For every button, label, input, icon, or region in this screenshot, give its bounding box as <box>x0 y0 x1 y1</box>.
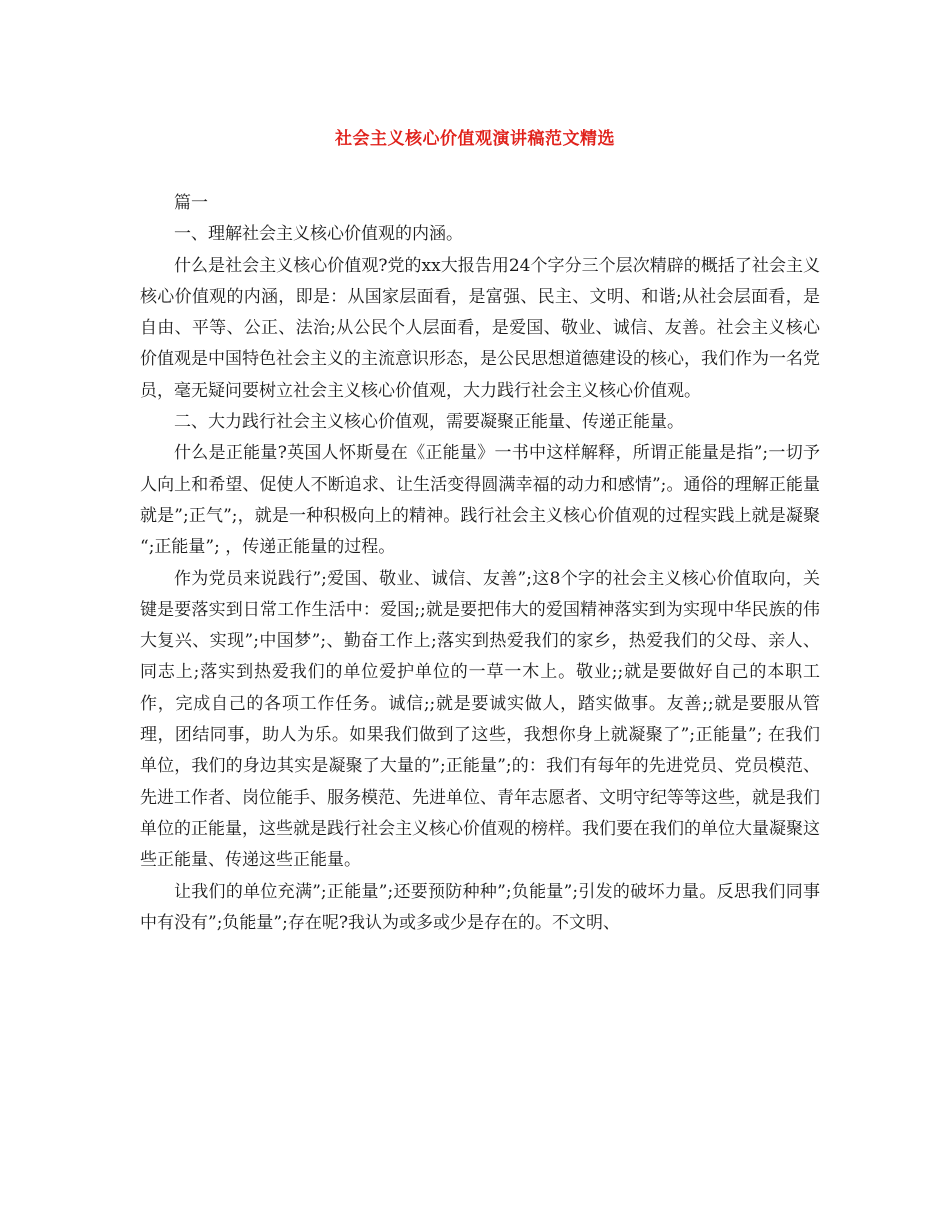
section-heading: 篇一 <box>174 193 208 213</box>
paragraph: 二、大力践行社会主义核心价值观，需要凝聚正能量、传递正能量。 <box>174 412 684 433</box>
paragraph: 什么是正能量?英国人怀斯曼在《正能量》一书中这样解释，所谓正能量是指”;一切予人向上和希望、促使人不断追求、让生活变得圆满幸福的动力和感情”;。通俗的理解正能量就是”;正气”;，就是一种积极向上的精神。践行社会主义核心价值观的过程实践上就是凝聚 “;正能量”; ，传递正能量的过程。 <box>140 443 820 558</box>
paragraph: 一、理解社会主义核心价值观的内涵。 <box>174 224 463 245</box>
document-title: 社会主义核心价值观演讲稿范文精选 <box>335 129 615 149</box>
document-body <box>140 188 820 939</box>
paragraph: 让我们的单位充满”;正能量”;还要预防种种”;负能量”;引发的破坏力量。反思我们同事中有没有”;负能量”;存在呢?我认为或多或少是存在的。不文明、 <box>140 881 820 933</box>
paragraph: 什么是社会主义核心价值观?党的xx大报告用24个字分三个层次精辟的概括了社会主义核心价值观的内涵，即是：从国家层面看，是富强、民主、文明、和谐;从社会层面看，是自由、平等、公正、法治;从公民个人层面看，是爱国、敬业、诚信、友善。社会主义核心价值观是中国特色社会主义的主流意识形态，是公民思想道德建设的核心，我们作为一名党员，毫无疑问要树立社会主义核心价值观，大力践行社会主义核心价值观。 <box>140 255 820 401</box>
paragraph: 作为党员来说践行”;爱国、敬业、诚信、友善”;这8个字的社会主义核心价值取向，关键是要落实到日常工作生活中：爱国;;就是要把伟大的爱国精神落实到为实现中华民族的伟大复兴、实现”;中国梦”;、勤奋工作上;落实到热爱我们的家乡，热爱我们的父母、亲人、同志上;落实到热爱我们的单位爱护单位的一草一木上。敬业;;就是要做好自己的本职工作，完成自己的各项工作任务。诚信;;就是要诚实做人，踏实做事。友善;;就是要服从管理，团结同事，助人为乐。如果我们做到了这些，我想你身上就凝聚了”;正能量”; 在我们单位，我们的身边其实是凝聚了大量的”;正能量”;的：我们有每年的先进党员、党员模范、先进工作者、岗位能手、服务模范、先进单位、青年志愿者、文明守纪等等这些，就是我们单位的正能量，这些就是践行社会主义核心价值观的榜样。我们要在我们的单位大量凝聚这些正能量、传递这些正能量。 <box>140 568 820 871</box>
